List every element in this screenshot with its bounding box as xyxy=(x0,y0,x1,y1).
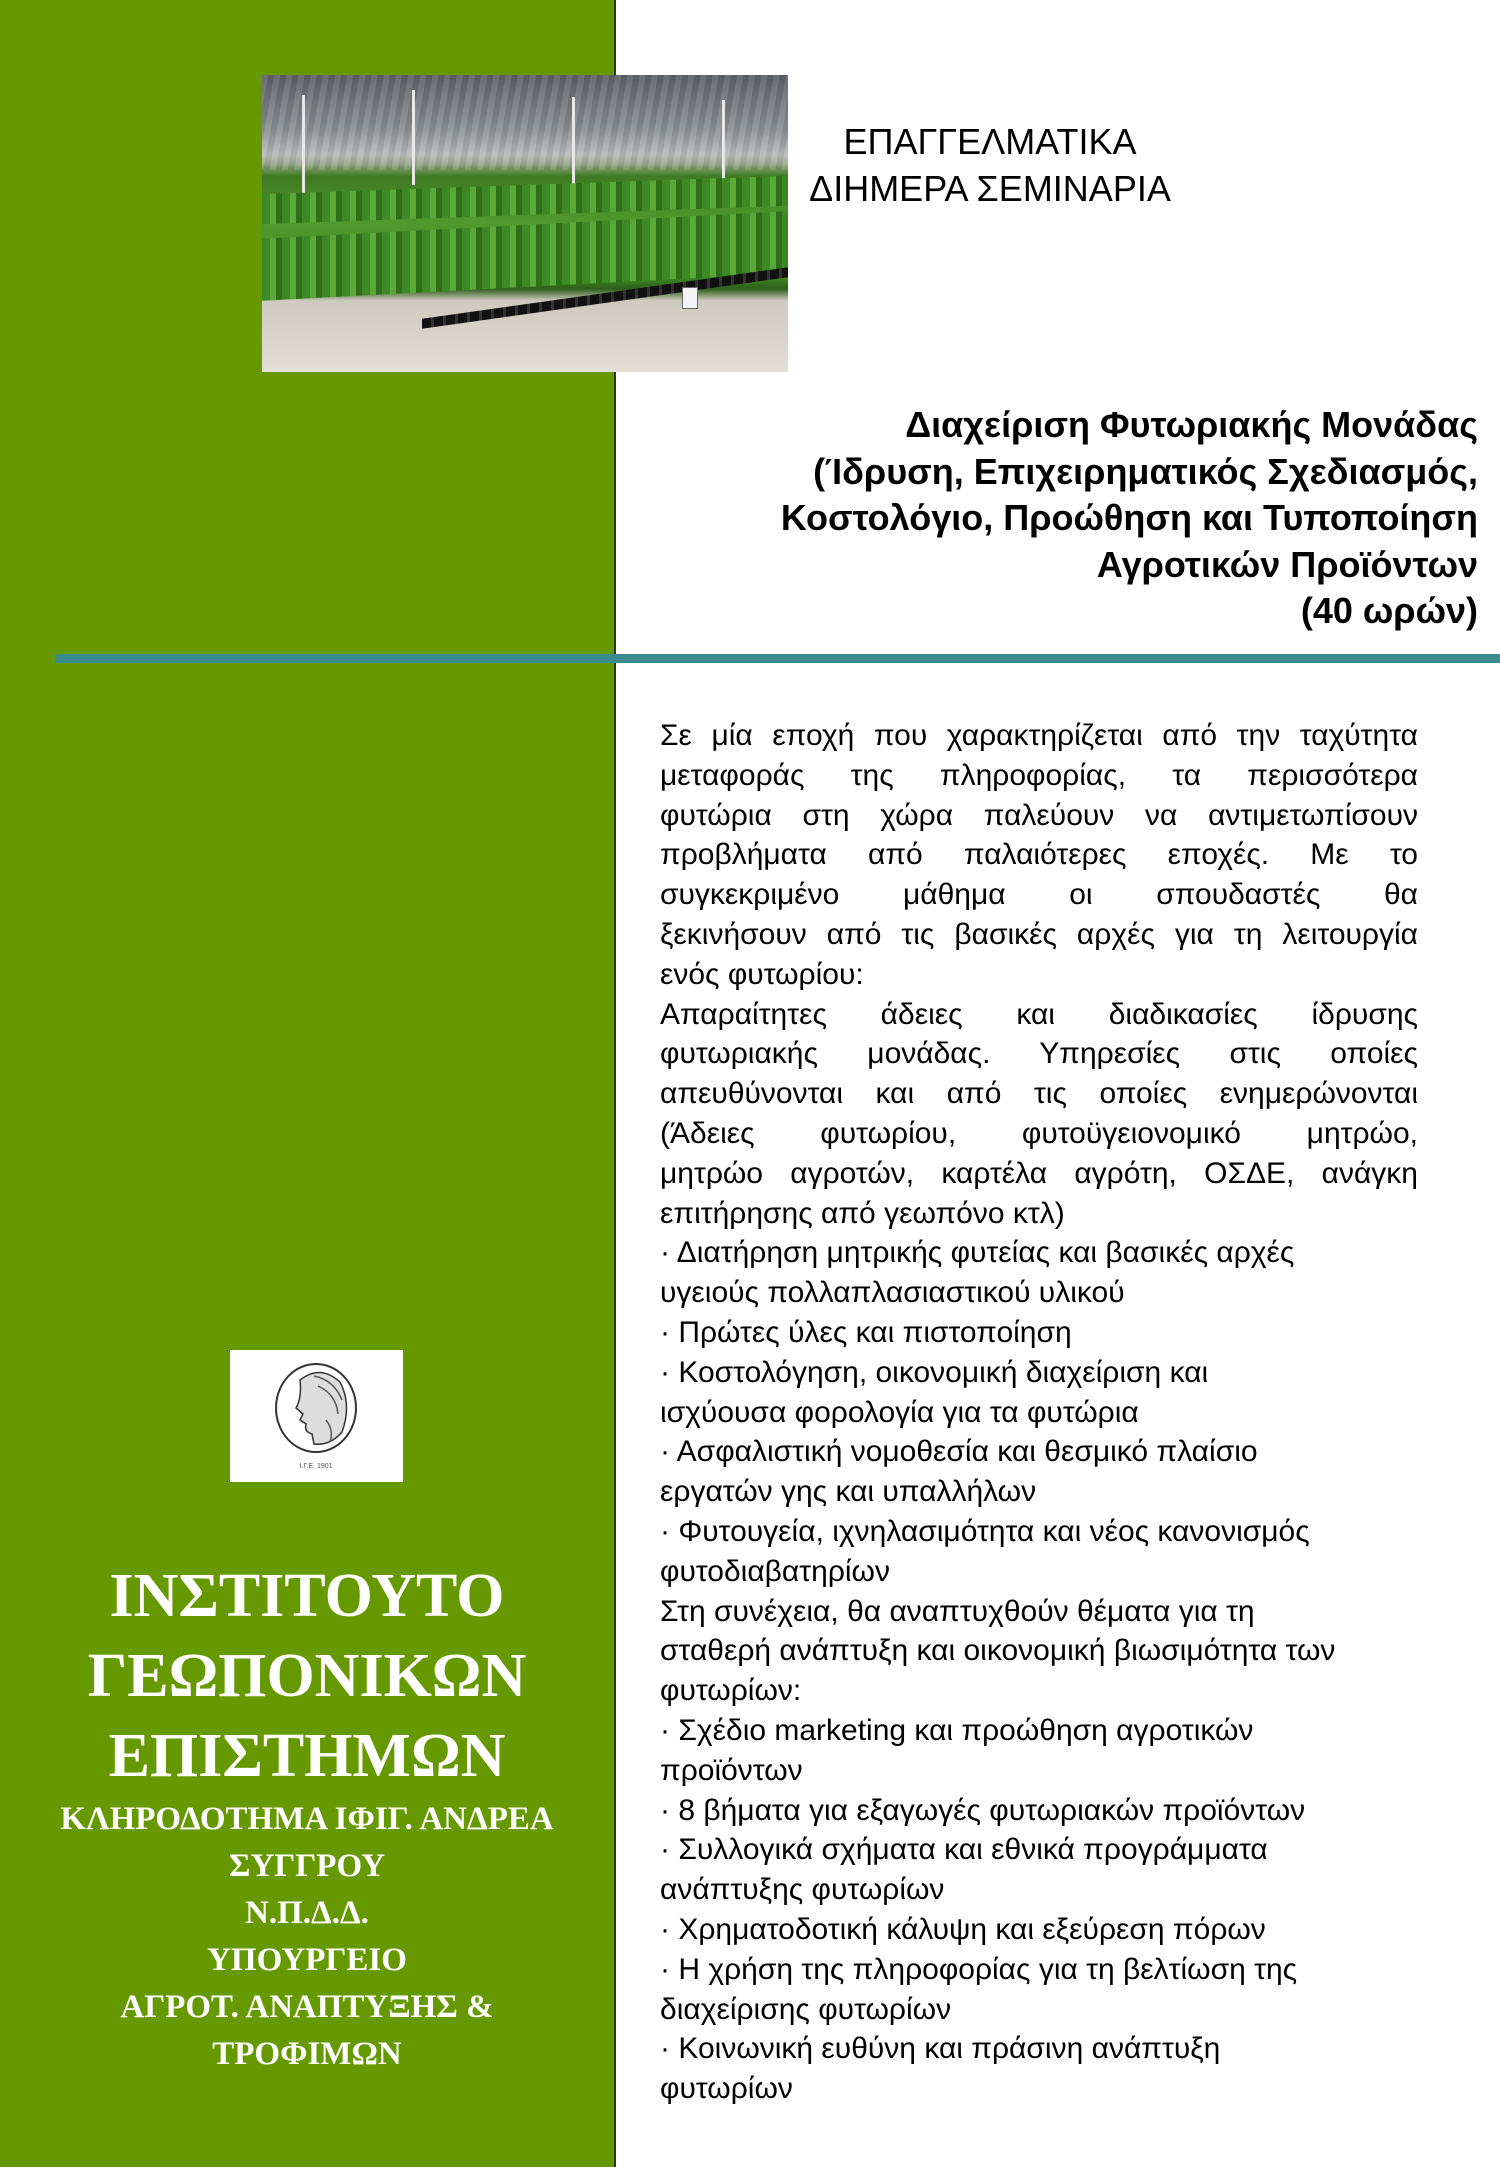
body-line: ανάπτυξης φυτωρίων xyxy=(660,1873,945,1907)
institute-logo xyxy=(230,1350,403,1482)
institute-subtitle-line: Ν.Π.Δ.Δ. xyxy=(245,1895,369,1931)
body-line: Στη συνέχεια, θα αναπτυχθούν θέματα για τη xyxy=(660,1594,1255,1628)
body-line: · Συλλογικά σχήματα και εθνικά προγράμματα xyxy=(660,1833,1268,1867)
body-line: μητρώο αγροτών, καρτέλα αγρότη, ΟΣΔΕ, ανάγκη xyxy=(660,1156,1418,1190)
title-line: (Ίδρυση, Επιχειρηματικός Σχεδιασμός, xyxy=(813,450,1478,492)
plant-sign xyxy=(682,287,698,309)
logo-caption: Ι.Γ.Ε. 1901 xyxy=(299,1463,333,1470)
institute-subtitle-line: ΥΠΟΥΡΓΕΙΟ xyxy=(207,1942,407,1978)
body-line: εργατών γης και υπαλλήλων xyxy=(660,1475,1037,1509)
nursery-photo xyxy=(262,75,788,372)
body-line: · Διατήρηση μητρικής φυτείας και βασικές αρχές xyxy=(660,1236,1295,1270)
institute-subtitle-line: ΣΥΓΓΡΟΥ xyxy=(228,1848,386,1884)
institute-name-line: ΓΕΩΠΟΝΙΚΩΝ xyxy=(87,1642,527,1710)
body-line: · Ασφαλιστική νομοθεσία και θεσμικό πλαίσιο xyxy=(660,1435,1258,1469)
divider-line xyxy=(55,654,1500,663)
institute-subtitle-line: ΤΡΟΦΙΜΩΝ xyxy=(212,2036,402,2072)
institute-name xyxy=(0,1556,614,2078)
title-line: Διαχείριση Φυτωριακής Μονάδας xyxy=(905,404,1478,445)
body-line: συγκεκριμένο μάθημα οι σπουδαστές θα xyxy=(660,878,1418,912)
shade-net xyxy=(262,75,788,170)
body-line: απευθύνονται και από τις οποίες ενημερώνονται xyxy=(660,1077,1418,1111)
body-line: · Κοινωνική ευθύνη και πράσινη ανάπτυξη xyxy=(660,2032,1221,2066)
body-line: υγειούς πολλαπλασιαστικού υλικού xyxy=(660,1276,1125,1310)
body-line: · Σχέδιο marketing και προώθηση αγροτικών xyxy=(660,1713,1254,1747)
body-line: · Η χρήση της πληροφορίας για τη βελτίωση της xyxy=(660,1952,1298,1986)
body-line: ξεκινήσουν από τις βασικές αρχές για τη λειτουργία xyxy=(660,917,1418,951)
body-line: διαχείρισης φυτωρίων xyxy=(660,1992,952,2026)
pole xyxy=(412,90,415,185)
title-line: (40 ωρών) xyxy=(1300,590,1478,631)
title-line: Κοστολόγιο, Προώθηση και Τυποποίηση xyxy=(780,497,1478,538)
body-line: φυτωριακής μονάδας. Υπηρεσίες στις οποίες xyxy=(660,1037,1418,1071)
body-line: (Άδειες φυτωρίου, φυτοϋγειονομικό μητρώο, xyxy=(660,1116,1418,1150)
institute-name-line: ΕΠΙΣΤΗΜΩΝ xyxy=(108,1722,506,1790)
body-line: · Φυτουγεία, ιχνηλασιμότητα και νέος κανονισμός xyxy=(660,1514,1310,1548)
body-line: Σε μία εποχή που χαρακτηρίζεται από την ταχύτητα xyxy=(660,719,1418,752)
body-line: Απαραίτητες άδειες και διαδικασίες ίδρυσης xyxy=(660,997,1418,1031)
body-line: · Πρώτες ύλες και πιστοποίηση xyxy=(660,1315,1072,1349)
body-line: φυτωρίων xyxy=(660,2072,793,2106)
institute-name-line: ΙΝΣΤΙΤΟΥΤΟ xyxy=(109,1562,505,1630)
course-description xyxy=(660,716,1418,2109)
heading-line: ΕΠΑΓΓΕΛΜΑΤΙΚΑ xyxy=(843,121,1137,162)
institute-subtitle-line: ΑΓΡΟΤ. ΑΝΑΠΤΥΞΗΣ & xyxy=(120,1989,494,2025)
body-line: μεταφοράς της πληροφορίας, τα περισσότερα xyxy=(660,758,1418,792)
title-line: Αγροτικών Προϊόντων xyxy=(1096,543,1478,585)
institute-subtitle-line: ΚΛΗΡΟΔΟΤΗΜΑ ΙΦΙΓ. ΑΝΔΡΕΑ xyxy=(60,1801,554,1837)
body-line: προβλήματα από παλαιότερες εποχές. Με το xyxy=(660,838,1418,872)
pole xyxy=(302,95,305,205)
pole xyxy=(572,97,575,187)
body-line: · 8 βήματα για εξαγωγές φυτωριακών προϊόντων xyxy=(660,1793,1306,1827)
body-line: φυτοδιαβατηρίων xyxy=(660,1554,890,1588)
body-line: · Χρηματοδοτική κάλυψη και εξεύρεση πόρων xyxy=(660,1912,1266,1946)
body-line: σταθερή ανάπτυξη και οικονομική βιωσιμότητα των xyxy=(660,1634,1336,1668)
body-line: ενός φυτωρίου: xyxy=(660,957,864,991)
body-line: προϊόντων xyxy=(660,1753,803,1787)
heading-line: ΔΙΗΜΕΡΑ ΣΕΜΙΝΑΡΙΑ xyxy=(809,168,1171,209)
body-line: φυτώρια στη χώρα παλεύουν να αντιμετωπίσουν xyxy=(660,798,1418,832)
body-line: ισχύουσα φορολογία για τα φυτώρια xyxy=(660,1395,1139,1429)
body-line: φυτωρίων: xyxy=(660,1674,802,1708)
body-line: επιτήρησης από γεωπόνο κτλ) xyxy=(660,1196,1065,1230)
seminar-heading xyxy=(750,118,1230,212)
body-line: · Κοστολόγηση, οικονομική διαχείριση και xyxy=(660,1355,1209,1389)
course-title xyxy=(781,402,1478,635)
pole xyxy=(722,100,725,180)
